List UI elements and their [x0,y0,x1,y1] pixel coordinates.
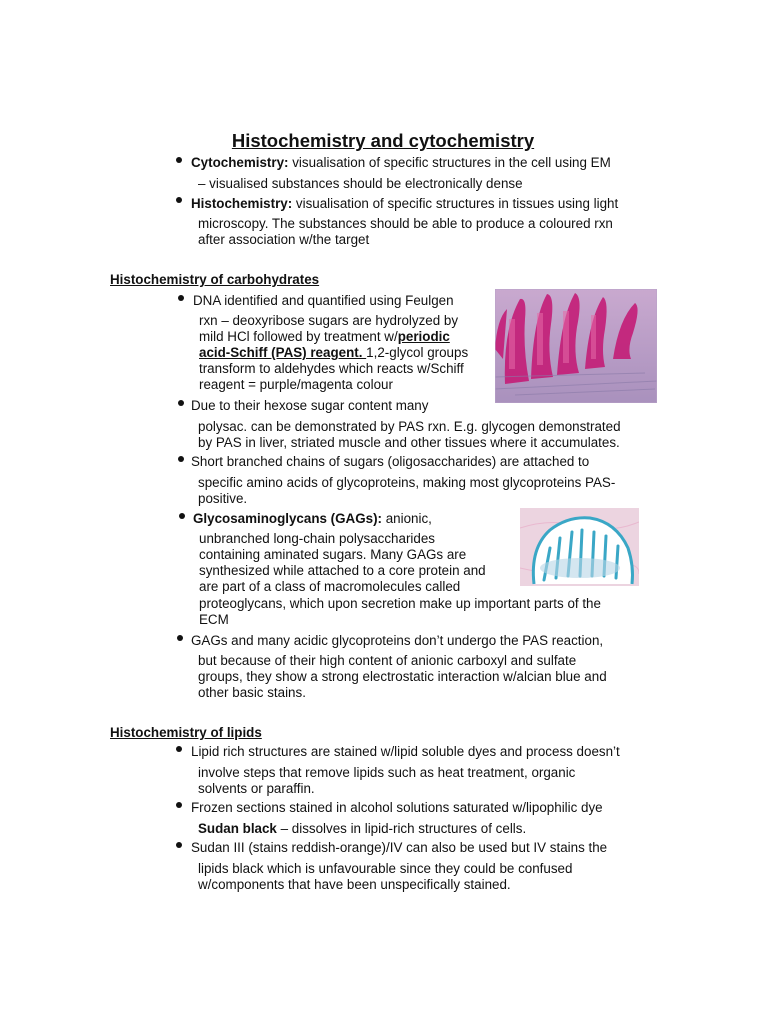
lipid-line-1a: Lipid rich structures are stained w/lipid soluble dyes and process doesn’t [191,744,620,759]
bullet-icon [176,842,182,848]
bullet-icon [178,456,184,462]
bullet-icon [176,802,182,808]
alcian-micrograph-image [520,508,639,586]
bullet-icon [176,746,182,752]
histochemistry-line-3: after association w/the target [198,232,370,247]
acidic-line-1: GAGs and many acidic glycoproteins don’t undergo the PAS reaction, [191,633,604,648]
gag-line-6: proteoglycans, which upon secretion make up important parts of the [199,596,601,611]
lipid-line-3c: w/components that have been unspecifically stained. [198,877,511,892]
dna-line-1: DNA identified and quantified using Feulgen [193,293,454,308]
cytochemistry-line-2: – visualised substances should be electronically dense [198,176,523,191]
dna-line-2: rxn – deoxyribose sugars are hydrolyzed by [199,313,459,328]
dna-line-5: transform to aldehydes which reacts w/Schiff [199,361,464,376]
lipids-heading: Histochemistry of lipids [110,725,262,740]
hexose-line-3: by PAS in liver, striated muscle and other tissues where it accumulates. [198,435,620,450]
bullet-icon [178,295,184,301]
dna-line-6: reagent = purple/magenta colour [199,377,393,392]
oligo-line-3: positive. [198,491,248,506]
oligo-line-2: specific amino acids of glycoproteins, making most glycoproteins PAS- [198,475,616,490]
oligo-line-1: Short branched chains of sugars (oligosaccharides) are attached to [191,454,590,469]
gag-line-2: unbranched long-chain polysaccharides [199,531,435,546]
page-title: Histochemistry and cytochemistry [231,130,535,151]
bullet-icon [177,635,183,641]
hexose-line-1: Due to their hexose sugar content many [191,398,429,413]
bullet-icon [179,513,185,519]
lipid-line-3b: lipids black which is unfavourable since they could be confused [198,861,573,876]
gag-line-1: Glycosaminoglycans (GAGs): anionic, [193,511,432,526]
hexose-line-2: polysac. can be demonstrated by PAS rxn. E.g. glycogen demonstrated [198,419,621,434]
gag-line-3: containing aminated sugars. Many GAGs are [199,547,467,562]
bullet-icon [176,197,182,203]
bullet-icon [178,400,184,406]
lipid-line-1c: solvents or paraffin. [198,781,315,796]
gag-line-4: synthesized while attached to a core protein and [199,563,486,578]
lipid-line-3a: Sudan III (stains reddish-orange)/IV can also be used but IV stains the [191,840,608,855]
dna-line-4: acid-Schiff (PAS) reagent. 1,2-glycol groups [199,345,469,360]
gag-line-7: ECM [199,612,229,627]
acidic-line-4: other basic stains. [198,685,306,700]
histochemistry-line: Histochemistry: visualisation of specific structures in tissues using light [191,196,619,211]
bullet-icon [176,157,182,163]
dna-line-3: mild HCl followed by treatment w/periodic [199,329,450,344]
acidic-line-3: groups, they show a strong electrostatic interaction w/alcian blue and [198,669,607,684]
pas-micrograph-image [495,289,657,403]
carbohydrates-heading: Histochemistry of carbohydrates [110,272,320,287]
lipid-line-2b: Sudan black – dissolves in lipid-rich structures of cells. [198,821,527,836]
lipid-line-1b: involve steps that remove lipids such as heat treatment, organic [198,765,576,780]
histochemistry-line-2: microscopy. The substances should be able to produce a coloured rxn [198,216,613,231]
gag-line-5: are part of a class of macromolecules called [199,579,461,594]
lipid-line-2a: Frozen sections stained in alcohol solutions saturated w/lipophilic dye [191,800,603,815]
cytochemistry-line: Cytochemistry: visualisation of specific structures in the cell using EM [191,155,611,170]
acidic-line-2: but because of their high content of anionic carboxyl and sulfate [198,653,577,668]
